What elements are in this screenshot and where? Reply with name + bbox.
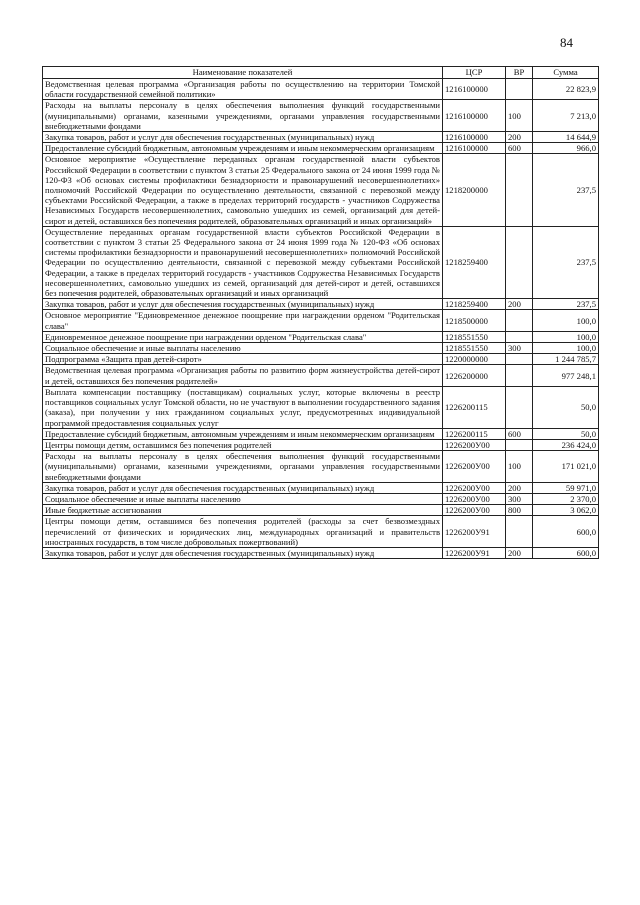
row-sum: 59 971,0: [533, 482, 599, 493]
row-vr: 200: [506, 482, 533, 493]
row-vr: [506, 154, 533, 226]
row-sum: 100,0: [533, 343, 599, 354]
header-vr: ВР: [506, 67, 533, 79]
table-row: [43, 132, 599, 143]
row-vr: 300: [506, 493, 533, 504]
row-code: 1218551550: [443, 331, 506, 342]
row-sum: 1 244 785,7: [533, 354, 599, 365]
row-name: Закупка товаров, работ и услуг для обеспечения государственных (муниципальных) нужд: [43, 547, 443, 558]
table-row: [43, 365, 599, 386]
row-name: Предоставление субсидий бюджетным, автономным учреждениям и иным некоммерческим организациям: [43, 143, 443, 154]
row-vr: [506, 310, 533, 331]
row-sum: 600,0: [533, 547, 599, 558]
row-code: 1218259400: [443, 299, 506, 310]
row-code: 1226200115: [443, 386, 506, 428]
row-code: 1218259400: [443, 226, 506, 298]
row-name: Основное мероприятие «Осуществление переданных органам государственной власти субъектов Российской Федерации в соответствии с пунктом 3 статьи 25 Федерального закона от 24 июня 1999 года № 120-ФЗ «Об основах системы профилактики безнадзорности и правонарушений несовершеннолетних» полномочий Российской Федерации по осуществлению деятельности, связанной с перевозкой между субъектами Российской Федерации, а также в пределах территорий государств - участников Содружества Независимых Государств несовершеннолетних, самовольно ушедших из семей, организаций для детей-сирот и детей, оставшихся без попечения родителей, образовательных организаций и иных организаций»: [43, 154, 443, 226]
table-row: [43, 516, 599, 548]
row-sum: 22 823,9: [533, 79, 599, 100]
row-sum: 50,0: [533, 386, 599, 428]
row-code: 1226200У00: [443, 482, 506, 493]
header-code: ЦСР: [443, 67, 506, 79]
table-row: [43, 386, 599, 428]
budget-table: [42, 66, 599, 559]
row-name: Выплата компенсации поставщику (поставщикам) социальных услуг, которые включены в реестр поставщиков социальных услуг Томской области, но не участвуют в выполнении государственного задания (заказа), при получении у них гражданином социальных услуг, предусмотренных индивидуальной программой предоставления социальных услуг: [43, 386, 443, 428]
row-vr: 800: [506, 505, 533, 516]
row-name: Основное мероприятие "Единовременное денежное поощрение при награждении орденом "Родительская слава": [43, 310, 443, 331]
row-code: 1216100000: [443, 100, 506, 132]
header-name: Наименование показателей: [43, 67, 443, 79]
row-code: 1220000000: [443, 354, 506, 365]
table-row: [43, 331, 599, 342]
row-name: Центры помощи детям, оставшимся без попечения родителей: [43, 439, 443, 450]
row-name: Подпрограмма «Защита прав детей-сирот»: [43, 354, 443, 365]
row-vr: 200: [506, 299, 533, 310]
row-vr: [506, 365, 533, 386]
row-vr: 600: [506, 428, 533, 439]
row-code: 1226200У91: [443, 516, 506, 548]
table-row: [43, 154, 599, 226]
row-name: Центры помощи детям, оставшимся без попечения родителей (расходы за счет безвозмездных перечислений от физических и юридических лиц, международных организаций и правительств иностранных государств, в том числе добровольных пожертвований): [43, 516, 443, 548]
row-name: Единовременное денежное поощрение при награждении орденом "Родительская слава": [43, 331, 443, 342]
row-code: 1216100000: [443, 79, 506, 100]
row-code: 1226200У00: [443, 493, 506, 504]
row-vr: [506, 386, 533, 428]
row-vr: [506, 79, 533, 100]
row-code: 1226200У00: [443, 451, 506, 483]
row-sum: 237,5: [533, 226, 599, 298]
row-code: 1218500000: [443, 310, 506, 331]
table-row: [43, 439, 599, 450]
row-code: 1216100000: [443, 132, 506, 143]
row-name: Ведомственная целевая программа «Организация работы по осуществлению на территории Томской области государственной семейной политики»: [43, 79, 443, 100]
row-vr: [506, 516, 533, 548]
row-name: Иные бюджетные ассигнования: [43, 505, 443, 516]
table-row: [43, 451, 599, 483]
row-sum: 3 062,0: [533, 505, 599, 516]
row-sum: 100,0: [533, 331, 599, 342]
row-sum: 14 644,9: [533, 132, 599, 143]
row-vr: 200: [506, 132, 533, 143]
row-sum: 977 248,1: [533, 365, 599, 386]
row-code: 1226200У91: [443, 547, 506, 558]
row-vr: 100: [506, 100, 533, 132]
table-row: [43, 505, 599, 516]
row-name: Закупка товаров, работ и услуг для обеспечения государственных (муниципальных) нужд: [43, 299, 443, 310]
row-vr: [506, 226, 533, 298]
row-sum: 100,0: [533, 310, 599, 331]
table-row: [43, 143, 599, 154]
row-sum: 2 370,0: [533, 493, 599, 504]
row-sum: 236 424,0: [533, 439, 599, 450]
table-row: [43, 428, 599, 439]
row-name: Предоставление субсидий бюджетным, автономным учреждениям и иным некоммерческим организациям: [43, 428, 443, 439]
row-name: Закупка товаров, работ и услуг для обеспечения государственных (муниципальных) нужд: [43, 482, 443, 493]
table-body: [43, 79, 599, 559]
row-vr: [506, 439, 533, 450]
table-row: [43, 482, 599, 493]
row-sum: 7 213,0: [533, 100, 599, 132]
row-name: Расходы на выплаты персоналу в целях обеспечения выполнения функций государственными (муниципальными) органами, казенными учреждениями, органами управления государственными внебюджетными фондами: [43, 451, 443, 483]
table-row: [43, 493, 599, 504]
row-name: Закупка товаров, работ и услуг для обеспечения государственных (муниципальных) нужд: [43, 132, 443, 143]
header-sum: Сумма: [533, 67, 599, 79]
table-row: [43, 226, 599, 298]
table-header-row: [43, 67, 599, 79]
row-sum: 966,0: [533, 143, 599, 154]
table-row: [43, 343, 599, 354]
table-row: [43, 547, 599, 558]
row-name: Социальное обеспечение и иные выплаты населению: [43, 493, 443, 504]
row-sum: 237,5: [533, 154, 599, 226]
row-name: Ведомственная целевая программа «Организация работы по развитию форм жизнеустройства детей-сирот и детей, оставшихся без попечения родителей»: [43, 365, 443, 386]
row-code: 1226200000: [443, 365, 506, 386]
row-vr: 600: [506, 143, 533, 154]
row-sum: 237,5: [533, 299, 599, 310]
page-number: 84: [560, 35, 573, 50]
row-vr: [506, 354, 533, 365]
row-code: 1226200115: [443, 428, 506, 439]
row-name: Социальное обеспечение и иные выплаты населению: [43, 343, 443, 354]
table-row: [43, 310, 599, 331]
row-name: Расходы на выплаты персоналу в целях обеспечения выполнения функций государственными (муниципальными) органами, казенными учреждениями, органами управления государственными внебюджетными фондами: [43, 100, 443, 132]
row-sum: 600,0: [533, 516, 599, 548]
row-vr: 300: [506, 343, 533, 354]
row-vr: 200: [506, 547, 533, 558]
row-sum: 50,0: [533, 428, 599, 439]
row-sum: 171 021,0: [533, 451, 599, 483]
table-row: [43, 354, 599, 365]
row-code: 1218551550: [443, 343, 506, 354]
row-code: 1226200У00: [443, 505, 506, 516]
row-vr: 100: [506, 451, 533, 483]
table-row: [43, 299, 599, 310]
row-code: 1226200У00: [443, 439, 506, 450]
table-row: [43, 100, 599, 132]
row-code: 1216100000: [443, 143, 506, 154]
table-row: [43, 79, 599, 100]
row-code: 1218200000: [443, 154, 506, 226]
row-name: Осуществление переданных органам государственной власти субъектов Российской Федерации в соответствии с пунктом 3 статьи 25 Федерального закона от 24 июня 1999 года № 120-ФЗ «Об основах системы профилактики безнадзорности и правонарушений несовершеннолетних» полномочий Российской Федерации по осуществлению деятельности, связанной с перевозкой между субъектами Российской Федерации, а также в пределах территорий государств - участников Содружества Независимых Государств несовершеннолетних, самовольно ушедших из семей, организаций для детей-сирот и детей, оставшихся без попечения родителей, образовательных организаций и иных организаций: [43, 226, 443, 298]
row-vr: [506, 331, 533, 342]
